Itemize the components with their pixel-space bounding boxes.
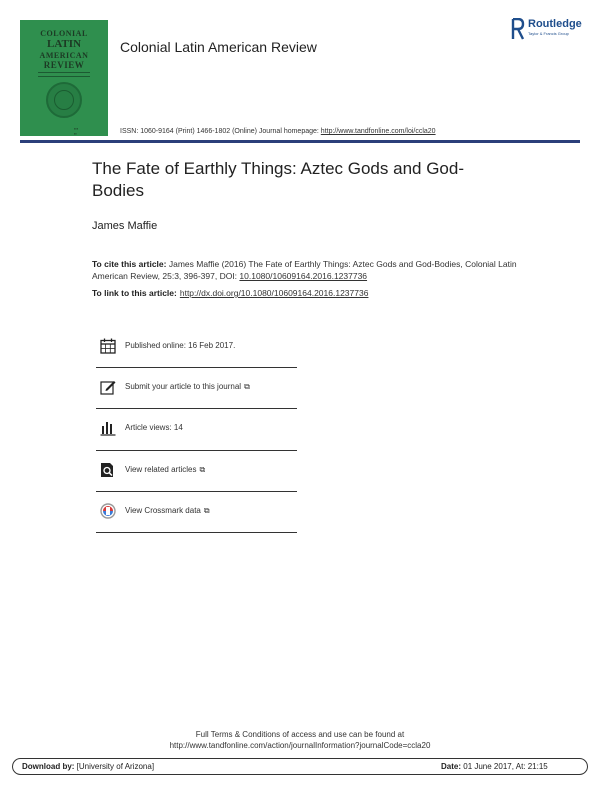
submit-article-link[interactable]: Submit your article to this journal <box>125 382 242 391</box>
info-divider <box>96 532 297 533</box>
cover-divider <box>38 76 90 77</box>
external-link-icon: ⧉ <box>199 465 206 474</box>
cover-text-1: COLONIAL <box>40 29 88 38</box>
download-value: [University of Arizona] <box>74 762 155 771</box>
terms-link[interactable]: http://www.tandfonline.com/action/journalInformation?journalCode=ccla20 <box>169 741 431 750</box>
terms-text: Full Terms & Conditions of access and use can be found at <box>195 730 405 739</box>
download-date <box>441 762 548 771</box>
date-value: 01 June 2017, At: 21:15 <box>461 762 548 771</box>
issn-text: ISSN: 1060-9164 (Print) 1466-1802 (Online) Journal homepage: <box>120 128 321 135</box>
external-link-icon: ⧉ <box>244 382 250 391</box>
article-link-line <box>92 288 368 298</box>
citation-label: To cite this article: <box>92 259 167 269</box>
link-label: To link to this article: <box>92 288 177 298</box>
crossmark-row[interactable] <box>96 491 297 531</box>
publisher-tagline: Taylor & Francis Group <box>528 31 569 36</box>
article-views-row <box>96 408 297 448</box>
published-online-row <box>96 326 297 366</box>
date-label: Date: <box>441 762 462 771</box>
crossmark-link[interactable]: View Crossmark data <box>125 506 201 515</box>
cover-text-4: REVIEW <box>43 60 85 70</box>
cover-divider <box>38 72 90 73</box>
article-title: The Fate of Earthly Things: Aztec Gods and God-Bodies <box>92 159 464 200</box>
related-articles-link[interactable]: View related articles <box>125 465 197 474</box>
doi-link[interactable]: 10.1080/10609164.2016.1237736 <box>239 271 368 281</box>
submit-article-row[interactable] <box>96 367 297 407</box>
related-articles-row[interactable] <box>96 450 297 490</box>
published-online-text: Published online: 16 Feb 2017. <box>125 341 236 350</box>
cover-text-2: LATIN <box>46 38 82 50</box>
bar-chart-icon <box>100 420 116 436</box>
cover-seal-icon <box>46 82 82 118</box>
citation-text: James Maffie (2016) The Fate of Earthly Things: Aztec Gods and God-Bodies, Colonial Latin American Review, 25:3, 396-397, DOI: <box>92 259 517 281</box>
article-link[interactable]: http://dx.doi.org/10.1080/10609164.2016.1237736 <box>179 288 369 298</box>
header-divider <box>20 140 580 143</box>
external-link-icon: ⧉ <box>203 506 210 515</box>
journal-homepage-link[interactable]: http://www.tandfonline.com/loi/ccla20 <box>320 128 436 135</box>
routledge-logo-icon <box>511 18 525 40</box>
pencil-icon <box>100 379 116 395</box>
calendar-icon <box>100 338 116 354</box>
author-name: James Maffie <box>92 220 158 232</box>
journal-title: Colonial Latin American Review <box>120 39 317 55</box>
search-document-icon <box>100 462 116 478</box>
crossmark-icon <box>100 503 116 519</box>
publisher-name: Routledge <box>528 18 582 30</box>
downloaded-by <box>22 762 154 771</box>
cover-publisher-mark: ▪▪▪ ▪▪ <box>74 126 79 136</box>
journal-cover <box>20 20 108 136</box>
cover-text-3: AMERICAN <box>39 51 89 60</box>
issn-line <box>120 128 436 135</box>
download-label: Download by: <box>22 762 75 771</box>
terms-footer <box>0 729 600 751</box>
article-views-text: Article views: 14 <box>125 423 183 432</box>
publisher-logo <box>511 18 591 42</box>
citation <box>92 258 522 282</box>
